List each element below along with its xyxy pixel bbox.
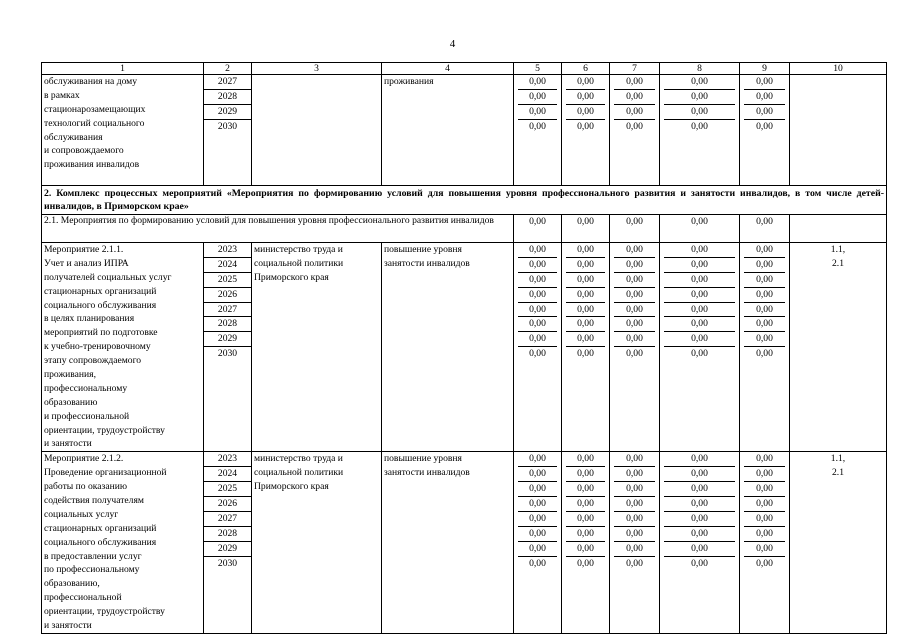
name-line: содействия получателям (44, 495, 144, 507)
year-value: 2026 (204, 497, 251, 512)
value: 0,00 (614, 258, 655, 273)
m212-col9 (740, 452, 790, 634)
column-number-1: 1 (42, 63, 204, 75)
value: 0,00 (529, 216, 546, 227)
value: 0,00 (518, 90, 557, 105)
m212-col7 (610, 452, 660, 634)
value: 0,00 (744, 512, 785, 527)
executor-line: Приморского края (254, 271, 329, 283)
sub-val-9 (740, 215, 790, 243)
year-value: 2029 (204, 332, 251, 347)
value: 0,00 (614, 303, 655, 318)
value: 0,00 (614, 527, 655, 542)
m211-years-cell (204, 243, 252, 452)
value: 0,00 (518, 243, 557, 258)
section-2-row (42, 186, 887, 215)
value: 0,00 (614, 105, 655, 120)
value: 0,00 (566, 273, 605, 288)
value: 0,00 (566, 332, 605, 347)
value: 0,00 (614, 243, 655, 258)
value: 0,00 (756, 557, 773, 569)
value: 0,00 (744, 105, 785, 120)
value: 0,00 (691, 216, 708, 227)
column-number-row (42, 63, 887, 75)
value: 0,00 (577, 557, 594, 569)
value: 0,00 (744, 482, 785, 497)
name-line: работы по оказанию (44, 481, 128, 493)
value: 0,00 (744, 497, 785, 512)
result-line: повышение уровня (384, 244, 462, 255)
name-line: образованию (44, 396, 98, 408)
value: 0,00 (664, 332, 735, 347)
subsection-2-1-title: 2.1. Мероприятия по формированию условий для повышения уровня профессионального развития инвалидов (42, 215, 514, 243)
value: 0,00 (744, 303, 785, 318)
value: 0,00 (518, 542, 557, 557)
m212-executor-cell (252, 452, 382, 634)
name-line: стационарозамещающих (44, 103, 146, 115)
m212-years-cell (204, 452, 252, 634)
name-line: ориентации, трудоустройству (44, 424, 165, 436)
year-value: 2028 (204, 317, 251, 332)
value: 0,00 (744, 452, 785, 467)
name-line: Мероприятие 2.1.1. (44, 244, 124, 255)
value: 0,00 (664, 303, 735, 318)
year-value: 2027 (204, 303, 251, 318)
value: 0,00 (626, 557, 643, 569)
value: 0,00 (566, 317, 605, 332)
result-line: занятости инвалидов (384, 257, 470, 269)
value: 0,00 (566, 243, 605, 258)
value: 0,00 (626, 348, 643, 360)
name-line: проживания, (44, 369, 96, 381)
value: 0,00 (614, 273, 655, 288)
value: 0,00 (566, 90, 605, 105)
column-number-2: 2 (204, 63, 252, 75)
column-number-7: 7 (610, 63, 660, 75)
value: 0,00 (614, 512, 655, 527)
m211-result-cell (382, 243, 514, 452)
measure-2-1-1-row (42, 243, 887, 452)
value: 0,00 (518, 452, 557, 467)
m212-result-cell (382, 452, 514, 634)
value: 0,00 (518, 75, 557, 90)
m211-indicator-cell (790, 243, 887, 452)
value: 0,00 (664, 258, 735, 273)
value: 0,00 (566, 258, 605, 273)
value: 0,00 (744, 467, 785, 482)
executor-line: министерство труда и (254, 453, 343, 465)
name-line: и занятости (44, 438, 92, 450)
name-line: социального обслуживания (44, 536, 157, 548)
value: 0,00 (577, 120, 594, 132)
year-value: 2030 (217, 557, 238, 569)
value: 0,00 (664, 105, 735, 120)
year-value: 2027 (204, 75, 251, 90)
value: 0,00 (529, 348, 546, 360)
value: 0,00 (756, 120, 773, 132)
value: 0,00 (614, 497, 655, 512)
value: 0,00 (626, 120, 643, 132)
value: 0,00 (664, 482, 735, 497)
value: 0,00 (518, 288, 557, 303)
name-line: и профессиональной (44, 410, 130, 422)
value: 0,00 (518, 527, 557, 542)
name-line: в рамках (44, 89, 80, 101)
program-table (41, 62, 887, 634)
value: 0,00 (744, 273, 785, 288)
cont-col7 (610, 75, 660, 186)
value: 0,00 (614, 542, 655, 557)
value: 0,00 (744, 288, 785, 303)
name-line: по профессиональному (44, 564, 140, 576)
value: 0,00 (691, 120, 708, 132)
executor-line: министерство труда и (254, 244, 343, 255)
value: 0,00 (518, 105, 557, 120)
year-value: 2030 (217, 348, 238, 360)
name-line: мероприятий по подготовке (44, 327, 158, 339)
cont-col9 (740, 75, 790, 186)
m212-col5 (514, 452, 562, 634)
year-value: 2026 (204, 288, 251, 303)
value: 0,00 (566, 512, 605, 527)
result-line: повышение уровня (384, 453, 462, 465)
cont-col8 (660, 75, 740, 186)
value: 0,00 (756, 216, 773, 227)
name-line: и сопровождаемого (44, 145, 124, 157)
continued-block-row (42, 75, 887, 186)
value: 0,00 (614, 482, 655, 497)
name-line: проживания инвалидов (44, 159, 140, 171)
indicator-line: 1.1, (830, 244, 846, 255)
value: 0,00 (518, 482, 557, 497)
value: 0,00 (664, 497, 735, 512)
value: 0,00 (626, 216, 643, 227)
value: 0,00 (566, 452, 605, 467)
name-line: в предоставлении услуг (44, 550, 142, 562)
name-line: Учет и анализ ИПРА (44, 257, 129, 269)
value: 0,00 (664, 527, 735, 542)
year-value: 2028 (204, 90, 251, 105)
indicator-line: 1.1, (830, 453, 846, 465)
value: 0,00 (577, 216, 594, 227)
value: 0,00 (691, 557, 708, 569)
year-value: 2029 (204, 105, 251, 120)
value: 0,00 (518, 273, 557, 288)
value: 0,00 (566, 288, 605, 303)
value: 0,00 (664, 243, 735, 258)
cont-name-cell (42, 75, 204, 186)
m211-col9 (740, 243, 790, 452)
value: 0,00 (664, 75, 735, 90)
value: 0,00 (529, 557, 546, 569)
cont-years-cell (204, 75, 252, 186)
value: 0,00 (566, 527, 605, 542)
value: 0,00 (744, 527, 785, 542)
name-line: обслуживания (44, 131, 103, 143)
measure-2-1-2-row (42, 452, 887, 634)
value: 0,00 (664, 273, 735, 288)
m211-col8 (660, 243, 740, 452)
value: 0,00 (664, 512, 735, 527)
column-number-3: 3 (252, 63, 382, 75)
cont-col6 (562, 75, 610, 186)
sub-val-8 (660, 215, 740, 243)
m211-executor-cell (252, 243, 382, 452)
subsection-2-1-row (42, 215, 887, 243)
year-value: 2025 (204, 482, 251, 497)
m212-indicator-cell (790, 452, 887, 634)
value: 0,00 (744, 75, 785, 90)
value: 0,00 (614, 332, 655, 347)
m212-col6 (562, 452, 610, 634)
value: 0,00 (664, 90, 735, 105)
column-number-6: 6 (562, 63, 610, 75)
m212-name-cell (42, 452, 204, 634)
year-value: 2030 (217, 120, 238, 132)
value: 0,00 (566, 105, 605, 120)
column-number-8: 8 (660, 63, 740, 75)
m211-col7 (610, 243, 660, 452)
value: 0,00 (518, 332, 557, 347)
executor-line: социальной политики (254, 467, 344, 479)
value: 0,00 (744, 243, 785, 258)
name-line: Мероприятие 2.1.2. (44, 453, 124, 465)
value: 0,00 (529, 120, 546, 132)
name-line: обслуживания на дому (44, 76, 138, 87)
value: 0,00 (614, 288, 655, 303)
value: 0,00 (614, 317, 655, 332)
name-line: получателей социальных услуг (44, 271, 172, 283)
name-line: Проведение организационной (44, 467, 167, 479)
year-value: 2025 (204, 273, 251, 288)
value: 0,00 (744, 258, 785, 273)
value: 0,00 (744, 332, 785, 347)
value: 0,00 (664, 452, 735, 467)
value: 0,00 (518, 258, 557, 273)
year-value: 2028 (204, 527, 251, 542)
year-value: 2024 (204, 258, 251, 273)
value: 0,00 (744, 542, 785, 557)
column-number-5: 5 (514, 63, 562, 75)
value: 0,00 (577, 348, 594, 360)
value: 0,00 (664, 288, 735, 303)
value: 0,00 (518, 467, 557, 482)
sub-val-7 (610, 215, 660, 243)
sub-val-5 (514, 215, 562, 243)
result-line: занятости инвалидов (384, 467, 470, 479)
column-number-9: 9 (740, 63, 790, 75)
value: 0,00 (566, 467, 605, 482)
value: 0,00 (756, 348, 773, 360)
name-line: технологий социального (44, 117, 145, 129)
year-value: 2027 (204, 512, 251, 527)
page-number: 4 (449, 38, 456, 50)
name-line: этапу сопровождаемого (44, 355, 142, 367)
name-line: и занятости (44, 620, 92, 632)
value: 0,00 (566, 542, 605, 557)
cont-result-cell: проживания (382, 75, 514, 186)
value: 0,00 (614, 75, 655, 90)
value: 0,00 (566, 482, 605, 497)
executor-line: Приморского края (254, 481, 329, 493)
value: 0,00 (566, 497, 605, 512)
value: 0,00 (614, 90, 655, 105)
executor-line: социальной политики (254, 257, 344, 269)
year-value: 2029 (204, 542, 251, 557)
cont-executor-cell (252, 75, 382, 186)
m212-col8 (660, 452, 740, 634)
value: 0,00 (614, 452, 655, 467)
name-line: к учебно-тренировочному (44, 341, 151, 353)
year-value: 2023 (204, 243, 251, 258)
value: 0,00 (664, 317, 735, 332)
value: 0,00 (614, 467, 655, 482)
indicator-line: 2.1 (832, 257, 844, 269)
value: 0,00 (566, 303, 605, 318)
name-line: социальных услуг (44, 508, 119, 520)
name-line: стационарных организаций (44, 285, 157, 297)
value: 0,00 (744, 317, 785, 332)
name-line: профессиональному (44, 382, 128, 394)
name-line: стационарных организаций (44, 522, 157, 534)
name-line: ориентации, трудоустройству (44, 606, 165, 618)
m211-col5 (514, 243, 562, 452)
cont-col5 (514, 75, 562, 186)
name-line: социального обслуживания (44, 299, 157, 311)
value: 0,00 (518, 303, 557, 318)
value: 0,00 (744, 90, 785, 105)
m211-name-cell (42, 243, 204, 452)
value: 0,00 (518, 497, 557, 512)
value: 0,00 (566, 75, 605, 90)
indicator-line: 2.1 (832, 467, 844, 479)
m211-col6 (562, 243, 610, 452)
sub-val-6 (562, 215, 610, 243)
name-line: образованию, (44, 578, 100, 590)
value: 0,00 (664, 542, 735, 557)
year-value: 2023 (204, 452, 251, 467)
year-value: 2024 (204, 467, 251, 482)
sub-indicator-cell (790, 215, 887, 243)
column-number-4: 4 (382, 63, 514, 75)
column-number-10: 10 (790, 63, 887, 75)
value: 0,00 (518, 317, 557, 332)
value: 0,00 (518, 512, 557, 527)
value: 0,00 (664, 467, 735, 482)
value: 0,00 (691, 348, 708, 360)
cont-indicator-cell (790, 75, 887, 186)
name-line: профессиональной (44, 592, 122, 604)
name-line: в целях планирования (44, 313, 135, 325)
section-2-title: 2. Комплекс процессных мероприятий «Мероприятия по формированию условий для повышения уровня профессионального развития и занятости инвалидов, в том числе детей-инвалидов, в Приморском крае» (42, 186, 887, 215)
